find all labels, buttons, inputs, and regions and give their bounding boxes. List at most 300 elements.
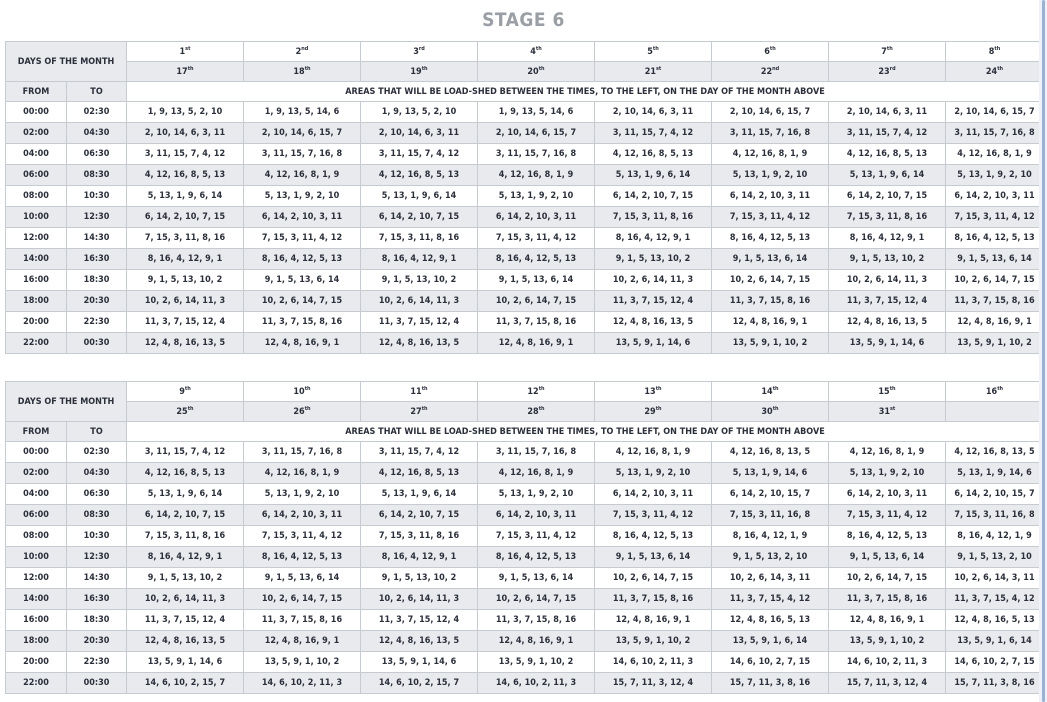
day-number: 3	[413, 46, 419, 57]
areas-cell: 8, 16, 4, 12, 5, 13	[829, 526, 946, 547]
areas-cell: 13, 5, 9, 1, 10, 2	[478, 652, 595, 673]
areas-cell: 6, 14, 2, 10, 7, 15	[361, 207, 478, 228]
areas-cell: 5, 13, 1, 9, 2, 10	[244, 186, 361, 207]
table-row	[6, 312, 1044, 333]
day-header	[478, 62, 595, 82]
areas-cell: 7, 15, 3, 11, 4, 12	[595, 505, 712, 526]
day-header	[244, 62, 361, 82]
areas-cell: 12, 4, 8, 16, 9, 1	[244, 631, 361, 652]
areas-cell: 8, 16, 4, 12, 5, 13	[595, 526, 712, 547]
areas-cell: 9, 1, 5, 13, 6, 14	[244, 270, 361, 291]
day-suffix: th	[772, 405, 779, 412]
areas-cell: 3, 11, 15, 7, 4, 12	[595, 123, 712, 144]
areas-cell: 6, 14, 2, 10, 3, 11	[595, 484, 712, 505]
from-time: 16:00	[6, 270, 67, 291]
areas-cell: 9, 1, 5, 13, 6, 14	[478, 270, 595, 291]
from-time: 06:00	[6, 165, 67, 186]
areas-cell: 11, 3, 7, 15, 4, 12	[946, 589, 1044, 610]
day-number: 27	[410, 406, 422, 417]
table-row	[6, 442, 1044, 463]
areas-cell: 9, 1, 5, 13, 6, 14	[946, 249, 1044, 270]
day-number: 28	[527, 406, 539, 417]
areas-cell: 7, 15, 3, 11, 8, 16	[127, 526, 244, 547]
areas-cell: 14, 6, 10, 2, 11, 3	[829, 652, 946, 673]
areas-cell: 5, 13, 1, 9, 14, 6	[946, 463, 1044, 484]
areas-cell: 11, 3, 7, 15, 8, 16	[595, 589, 712, 610]
to-time: 16:30	[67, 249, 127, 270]
day-header	[361, 382, 478, 402]
table-row	[6, 484, 1044, 505]
areas-cell: 5, 13, 1, 9, 6, 14	[829, 165, 946, 186]
day-number: 12	[527, 386, 539, 397]
day-suffix: st	[185, 45, 191, 52]
areas-cell: 14, 6, 10, 2, 7, 15	[946, 652, 1044, 673]
areas-cell: 13, 5, 9, 1, 10, 2	[946, 333, 1044, 354]
areas-description: AREAS THAT WILL BE LOAD-SHED BETWEEN THE TIMES, TO THE LEFT, ON THE DAY OF THE MONTH ABOVE	[127, 82, 1044, 102]
day-suffix: rd	[889, 65, 896, 72]
to-time: 06:30	[67, 484, 127, 505]
areas-cell: 7, 15, 3, 11, 8, 16	[127, 228, 244, 249]
areas-cell: 12, 4, 8, 16, 9, 1	[244, 333, 361, 354]
areas-cell: 2, 10, 14, 6, 3, 11	[595, 102, 712, 123]
areas-cell: 8, 16, 4, 12, 9, 1	[127, 249, 244, 270]
areas-cell: 1, 9, 13, 5, 2, 10	[361, 102, 478, 123]
table-row	[6, 186, 1044, 207]
from-time: 00:00	[6, 442, 67, 463]
day-header	[127, 42, 244, 62]
areas-cell: 5, 13, 1, 9, 6, 14	[361, 186, 478, 207]
areas-cell: 4, 12, 16, 8, 5, 13	[829, 144, 946, 165]
day-number: 20	[527, 66, 539, 77]
day-number: 19	[410, 66, 422, 77]
table-row	[6, 463, 1044, 484]
day-suffix: th	[655, 385, 662, 392]
areas-cell: 4, 12, 16, 8, 1, 9	[595, 442, 712, 463]
areas-cell: 12, 4, 8, 16, 5, 13	[712, 610, 829, 631]
day-header	[361, 62, 478, 82]
areas-cell: 3, 11, 15, 7, 4, 12	[829, 123, 946, 144]
areas-cell: 11, 3, 7, 15, 8, 16	[244, 610, 361, 631]
areas-cell: 3, 11, 15, 7, 16, 8	[478, 144, 595, 165]
day-number: 2	[295, 46, 302, 57]
to-label: TO	[67, 82, 127, 102]
areas-cell: 10, 2, 6, 14, 7, 15	[478, 589, 595, 610]
areas-cell: 12, 4, 8, 16, 9, 1	[829, 610, 946, 631]
areas-cell: 7, 15, 3, 11, 4, 12	[829, 505, 946, 526]
areas-cell: 7, 15, 3, 11, 4, 12	[712, 207, 829, 228]
from-time: 14:00	[6, 249, 67, 270]
day-suffix: th	[538, 65, 545, 72]
areas-cell: 3, 11, 15, 7, 16, 8	[946, 123, 1044, 144]
to-time: 00:30	[67, 673, 127, 694]
day-header	[829, 382, 946, 402]
day-number: 22	[760, 66, 773, 77]
areas-cell: 9, 1, 5, 13, 10, 2	[127, 568, 244, 589]
areas-cell: 13, 5, 9, 1, 6, 14	[712, 631, 829, 652]
day-suffix: th	[538, 405, 545, 412]
areas-cell: 4, 12, 16, 8, 5, 13	[595, 144, 712, 165]
day-header	[478, 42, 595, 62]
areas-cell: 8, 16, 4, 12, 5, 13	[478, 249, 595, 270]
day-number: 24	[985, 66, 998, 77]
from-time: 04:00	[6, 144, 67, 165]
areas-cell: 10, 2, 6, 14, 11, 3	[361, 291, 478, 312]
day-header	[595, 62, 712, 82]
day-suffix: th	[538, 385, 545, 392]
table-row	[6, 505, 1044, 526]
areas-cell: 8, 16, 4, 12, 9, 1	[361, 249, 478, 270]
day-number: 4	[530, 46, 536, 57]
day-number: 18	[293, 66, 305, 77]
areas-cell: 6, 14, 2, 10, 7, 15	[127, 505, 244, 526]
scrollbar[interactable]	[1039, 0, 1047, 702]
table-row	[6, 228, 1044, 249]
page-title: STAGE 6	[482, 9, 565, 31]
from-to-row	[6, 82, 1044, 102]
to-time: 08:30	[67, 505, 127, 526]
table-row	[6, 270, 1044, 291]
areas-cell: 3, 11, 15, 7, 16, 8	[712, 123, 829, 144]
areas-cell: 12, 4, 8, 16, 13, 5	[595, 312, 712, 333]
to-time: 18:30	[67, 610, 127, 631]
day-header	[478, 402, 595, 422]
areas-cell: 9, 1, 5, 13, 2, 10	[946, 547, 1044, 568]
from-time: 02:00	[6, 463, 67, 484]
day-suffix: rd	[418, 45, 425, 52]
areas-cell: 7, 15, 3, 11, 4, 12	[244, 526, 361, 547]
areas-cell: 11, 3, 7, 15, 12, 4	[127, 312, 244, 333]
areas-cell: 12, 4, 8, 16, 13, 5	[361, 333, 478, 354]
areas-cell: 7, 15, 3, 11, 4, 12	[946, 207, 1044, 228]
day-header	[244, 42, 361, 62]
areas-cell: 6, 14, 2, 10, 15, 7	[712, 484, 829, 505]
areas-cell: 5, 13, 1, 9, 2, 10	[946, 165, 1044, 186]
schedule-table-1	[5, 41, 1044, 354]
from-time: 18:00	[6, 631, 67, 652]
areas-cell: 6, 14, 2, 10, 3, 11	[478, 505, 595, 526]
areas-cell: 15, 7, 11, 3, 8, 16	[712, 673, 829, 694]
day-suffix: st	[889, 405, 896, 412]
areas-cell: 14, 6, 10, 2, 11, 3	[478, 673, 595, 694]
areas-cell: 4, 12, 16, 8, 1, 9	[712, 144, 829, 165]
areas-cell: 14, 6, 10, 2, 7, 15	[712, 652, 829, 673]
areas-cell: 4, 12, 16, 8, 5, 13	[361, 165, 478, 186]
areas-cell: 13, 5, 9, 1, 14, 6	[127, 652, 244, 673]
areas-cell: 9, 1, 5, 13, 10, 2	[595, 249, 712, 270]
day-header	[712, 382, 829, 402]
areas-cell: 8, 16, 4, 12, 9, 1	[127, 547, 244, 568]
areas-cell: 11, 3, 7, 15, 8, 16	[478, 312, 595, 333]
areas-cell: 2, 10, 14, 6, 15, 7	[946, 102, 1044, 123]
table-row	[6, 102, 1044, 123]
day-suffix: th	[886, 45, 893, 52]
day-number: 7	[881, 46, 887, 57]
areas-cell: 4, 12, 16, 8, 13, 5	[712, 442, 829, 463]
day-number: 15	[878, 386, 890, 397]
day-suffix: th	[187, 65, 194, 72]
day-header	[946, 62, 1044, 82]
areas-cell: 2, 10, 14, 6, 15, 7	[244, 123, 361, 144]
areas-cell: 8, 16, 4, 12, 1, 9	[946, 526, 1044, 547]
areas-cell: 11, 3, 7, 15, 12, 4	[361, 610, 478, 631]
from-time: 16:00	[6, 610, 67, 631]
areas-cell: 11, 3, 7, 15, 12, 4	[127, 610, 244, 631]
table-row	[6, 291, 1044, 312]
areas-cell: 11, 3, 7, 15, 8, 16	[712, 291, 829, 312]
areas-cell: 9, 1, 5, 13, 10, 2	[361, 568, 478, 589]
day-header	[712, 62, 829, 82]
areas-cell: 7, 15, 3, 11, 4, 12	[244, 228, 361, 249]
from-time: 18:00	[6, 291, 67, 312]
to-time: 14:30	[67, 228, 127, 249]
day-header	[829, 62, 946, 82]
day-header	[829, 42, 946, 62]
areas-cell: 10, 2, 6, 14, 3, 11	[712, 568, 829, 589]
areas-cell: 10, 2, 6, 14, 11, 3	[595, 270, 712, 291]
areas-cell: 4, 12, 16, 8, 1, 9	[946, 144, 1044, 165]
areas-cell: 4, 12, 16, 8, 5, 13	[127, 165, 244, 186]
day-suffix: st	[655, 65, 662, 72]
from-time: 02:00	[6, 123, 67, 144]
to-time: 22:30	[67, 652, 127, 673]
from-time: 06:00	[6, 505, 67, 526]
areas-cell: 9, 1, 5, 13, 6, 14	[478, 568, 595, 589]
day-header	[712, 402, 829, 422]
day-header	[361, 402, 478, 422]
day-suffix: th	[304, 65, 311, 72]
areas-cell: 12, 4, 8, 16, 13, 5	[829, 312, 946, 333]
areas-cell: 3, 11, 15, 7, 4, 12	[361, 442, 478, 463]
from-time: 20:00	[6, 652, 67, 673]
from-label: FROM	[6, 82, 67, 102]
areas-cell: 6, 14, 2, 10, 7, 15	[829, 186, 946, 207]
areas-cell: 6, 14, 2, 10, 3, 11	[829, 484, 946, 505]
day-header	[244, 382, 361, 402]
areas-cell: 6, 14, 2, 10, 7, 15	[127, 207, 244, 228]
areas-cell: 2, 10, 14, 6, 3, 11	[361, 123, 478, 144]
day-header	[244, 402, 361, 422]
from-time: 14:00	[6, 589, 67, 610]
from-time: 20:00	[6, 312, 67, 333]
days-of-month-label: DAYS OF THE MONTH	[6, 382, 127, 422]
areas-cell: 10, 2, 6, 14, 7, 15	[595, 568, 712, 589]
day-number: 5	[647, 46, 653, 57]
day-header	[829, 402, 946, 422]
areas-cell: 4, 12, 16, 8, 5, 13	[361, 463, 478, 484]
day-header	[127, 402, 244, 422]
day-suffix: th	[889, 385, 896, 392]
areas-cell: 9, 1, 5, 13, 10, 2	[361, 270, 478, 291]
day-number: 31	[878, 406, 890, 417]
areas-cell: 14, 6, 10, 2, 15, 7	[127, 673, 244, 694]
areas-cell: 5, 13, 1, 9, 14, 6	[712, 463, 829, 484]
day-number: 13	[644, 386, 656, 397]
schedule-table-2	[5, 381, 1044, 694]
areas-cell: 9, 1, 5, 13, 6, 14	[244, 568, 361, 589]
day-suffix: th	[184, 385, 191, 392]
areas-cell: 3, 11, 15, 7, 4, 12	[127, 144, 244, 165]
areas-cell: 14, 6, 10, 2, 11, 3	[595, 652, 712, 673]
day-suffix: th	[652, 45, 659, 52]
day-number: 23	[878, 66, 890, 77]
to-time: 18:30	[67, 270, 127, 291]
to-time: 12:30	[67, 547, 127, 568]
day-suffix: th	[997, 385, 1004, 392]
from-time: 12:00	[6, 568, 67, 589]
areas-cell: 14, 6, 10, 2, 15, 7	[361, 673, 478, 694]
areas-cell: 11, 3, 7, 15, 8, 16	[478, 610, 595, 631]
areas-cell: 4, 12, 16, 8, 1, 9	[478, 463, 595, 484]
day-header-row-2	[6, 62, 1044, 82]
from-time: 08:00	[6, 186, 67, 207]
areas-cell: 3, 11, 15, 7, 16, 8	[244, 144, 361, 165]
table-row	[6, 207, 1044, 228]
scrollbar-thumb[interactable]	[1042, 0, 1045, 702]
areas-cell: 11, 3, 7, 15, 4, 12	[712, 589, 829, 610]
areas-cell: 13, 5, 9, 1, 14, 6	[829, 333, 946, 354]
areas-cell: 3, 11, 15, 7, 4, 12	[361, 144, 478, 165]
day-header	[361, 42, 478, 62]
table-row	[6, 652, 1044, 673]
areas-cell: 11, 3, 7, 15, 8, 16	[244, 312, 361, 333]
areas-cell: 5, 13, 1, 9, 6, 14	[361, 484, 478, 505]
to-label: TO	[67, 422, 127, 442]
from-time: 22:00	[6, 673, 67, 694]
from-label: FROM	[6, 422, 67, 442]
areas-cell: 8, 16, 4, 12, 9, 1	[595, 228, 712, 249]
day-header	[946, 42, 1044, 62]
day-suffix: nd	[772, 65, 780, 72]
table-row	[6, 631, 1044, 652]
areas-cell: 12, 4, 8, 16, 9, 1	[478, 631, 595, 652]
table-row	[6, 144, 1044, 165]
to-time: 10:30	[67, 186, 127, 207]
day-header	[127, 62, 244, 82]
areas-cell: 12, 4, 8, 16, 13, 5	[361, 631, 478, 652]
day-header-row-2	[6, 402, 1044, 422]
areas-cell: 11, 3, 7, 15, 8, 16	[829, 589, 946, 610]
areas-cell: 12, 4, 8, 16, 9, 1	[478, 333, 595, 354]
areas-cell: 5, 13, 1, 9, 6, 14	[595, 165, 712, 186]
areas-cell: 4, 12, 16, 8, 1, 9	[244, 165, 361, 186]
areas-cell: 13, 5, 9, 1, 14, 6	[595, 333, 712, 354]
areas-cell: 7, 15, 3, 11, 4, 12	[478, 526, 595, 547]
areas-cell: 8, 16, 4, 12, 9, 1	[829, 228, 946, 249]
day-number: 1	[179, 46, 186, 57]
areas-cell: 5, 13, 1, 9, 2, 10	[478, 186, 595, 207]
areas-cell: 4, 12, 16, 8, 5, 13	[127, 463, 244, 484]
areas-cell: 4, 12, 16, 8, 1, 9	[244, 463, 361, 484]
to-time: 02:30	[67, 442, 127, 463]
areas-cell: 9, 1, 5, 13, 6, 14	[712, 249, 829, 270]
areas-cell: 2, 10, 14, 6, 15, 7	[478, 123, 595, 144]
day-suffix: th	[772, 385, 779, 392]
table-row	[6, 165, 1044, 186]
table-row	[6, 568, 1044, 589]
day-header-row	[6, 42, 1044, 62]
areas-cell: 12, 4, 8, 16, 5, 13	[946, 610, 1044, 631]
day-suffix: th	[421, 65, 428, 72]
areas-cell: 7, 15, 3, 11, 16, 8	[712, 505, 829, 526]
to-time: 16:30	[67, 589, 127, 610]
areas-cell: 11, 3, 7, 15, 12, 4	[595, 291, 712, 312]
day-suffix: nd	[301, 45, 309, 52]
areas-cell: 10, 2, 6, 14, 11, 3	[829, 270, 946, 291]
areas-cell: 6, 14, 2, 10, 15, 7	[946, 484, 1044, 505]
areas-cell: 15, 7, 11, 3, 12, 4	[595, 673, 712, 694]
days-of-month-label: DAYS OF THE MONTH	[6, 42, 127, 82]
day-header	[712, 42, 829, 62]
areas-cell: 6, 14, 2, 10, 7, 15	[361, 505, 478, 526]
areas-cell: 9, 1, 5, 13, 6, 14	[595, 547, 712, 568]
day-number: 8	[988, 46, 995, 57]
areas-cell: 8, 16, 4, 12, 1, 9	[712, 526, 829, 547]
areas-cell: 13, 5, 9, 1, 10, 2	[829, 631, 946, 652]
day-number: 11	[410, 386, 422, 397]
areas-cell: 1, 9, 13, 5, 2, 10	[127, 102, 244, 123]
day-number: 25	[176, 406, 188, 417]
areas-cell: 10, 2, 6, 14, 7, 15	[478, 291, 595, 312]
day-suffix: th	[304, 385, 311, 392]
day-suffix: th	[421, 405, 428, 412]
areas-cell: 10, 2, 6, 14, 7, 15	[946, 270, 1044, 291]
day-suffix: th	[655, 405, 662, 412]
day-number: 29	[644, 406, 656, 417]
areas-cell: 10, 2, 6, 14, 3, 11	[946, 568, 1044, 589]
areas-cell: 12, 4, 8, 16, 13, 5	[127, 631, 244, 652]
areas-cell: 12, 4, 8, 16, 9, 1	[946, 312, 1044, 333]
areas-cell: 10, 2, 6, 14, 7, 15	[244, 589, 361, 610]
areas-cell: 11, 3, 7, 15, 12, 4	[361, 312, 478, 333]
areas-cell: 7, 15, 3, 11, 8, 16	[361, 526, 478, 547]
areas-cell: 3, 11, 15, 7, 4, 12	[127, 442, 244, 463]
areas-cell: 6, 14, 2, 10, 3, 11	[244, 207, 361, 228]
areas-cell: 13, 5, 9, 1, 14, 6	[361, 652, 478, 673]
areas-cell: 13, 5, 9, 1, 10, 2	[712, 333, 829, 354]
areas-cell: 6, 14, 2, 10, 3, 11	[712, 186, 829, 207]
areas-cell: 5, 13, 1, 9, 2, 10	[595, 463, 712, 484]
areas-cell: 7, 15, 3, 11, 8, 16	[595, 207, 712, 228]
areas-cell: 2, 10, 14, 6, 3, 11	[127, 123, 244, 144]
to-time: 12:30	[67, 207, 127, 228]
day-number: 9	[179, 386, 185, 397]
to-time: 20:30	[67, 631, 127, 652]
areas-cell: 7, 15, 3, 11, 4, 12	[478, 228, 595, 249]
areas-cell: 2, 10, 14, 6, 3, 11	[829, 102, 946, 123]
areas-cell: 6, 14, 2, 10, 3, 11	[946, 186, 1044, 207]
areas-cell: 10, 2, 6, 14, 7, 15	[712, 270, 829, 291]
from-to-row	[6, 422, 1044, 442]
areas-cell: 15, 7, 11, 3, 12, 4	[829, 673, 946, 694]
from-time: 10:00	[6, 207, 67, 228]
from-time: 00:00	[6, 102, 67, 123]
areas-cell: 13, 5, 9, 1, 10, 2	[595, 631, 712, 652]
to-time: 14:30	[67, 568, 127, 589]
day-header	[127, 382, 244, 402]
day-header	[595, 382, 712, 402]
areas-cell: 7, 15, 3, 11, 8, 16	[829, 207, 946, 228]
from-time: 10:00	[6, 547, 67, 568]
areas-cell: 10, 2, 6, 14, 7, 15	[829, 568, 946, 589]
table-row	[6, 249, 1044, 270]
day-header	[478, 382, 595, 402]
areas-cell: 4, 12, 16, 8, 13, 5	[946, 442, 1044, 463]
day-suffix: th	[187, 405, 194, 412]
areas-cell: 8, 16, 4, 12, 5, 13	[946, 228, 1044, 249]
day-number: 6	[764, 46, 770, 57]
areas-cell: 6, 14, 2, 10, 7, 15	[595, 186, 712, 207]
areas-cell: 11, 3, 7, 15, 12, 4	[829, 291, 946, 312]
